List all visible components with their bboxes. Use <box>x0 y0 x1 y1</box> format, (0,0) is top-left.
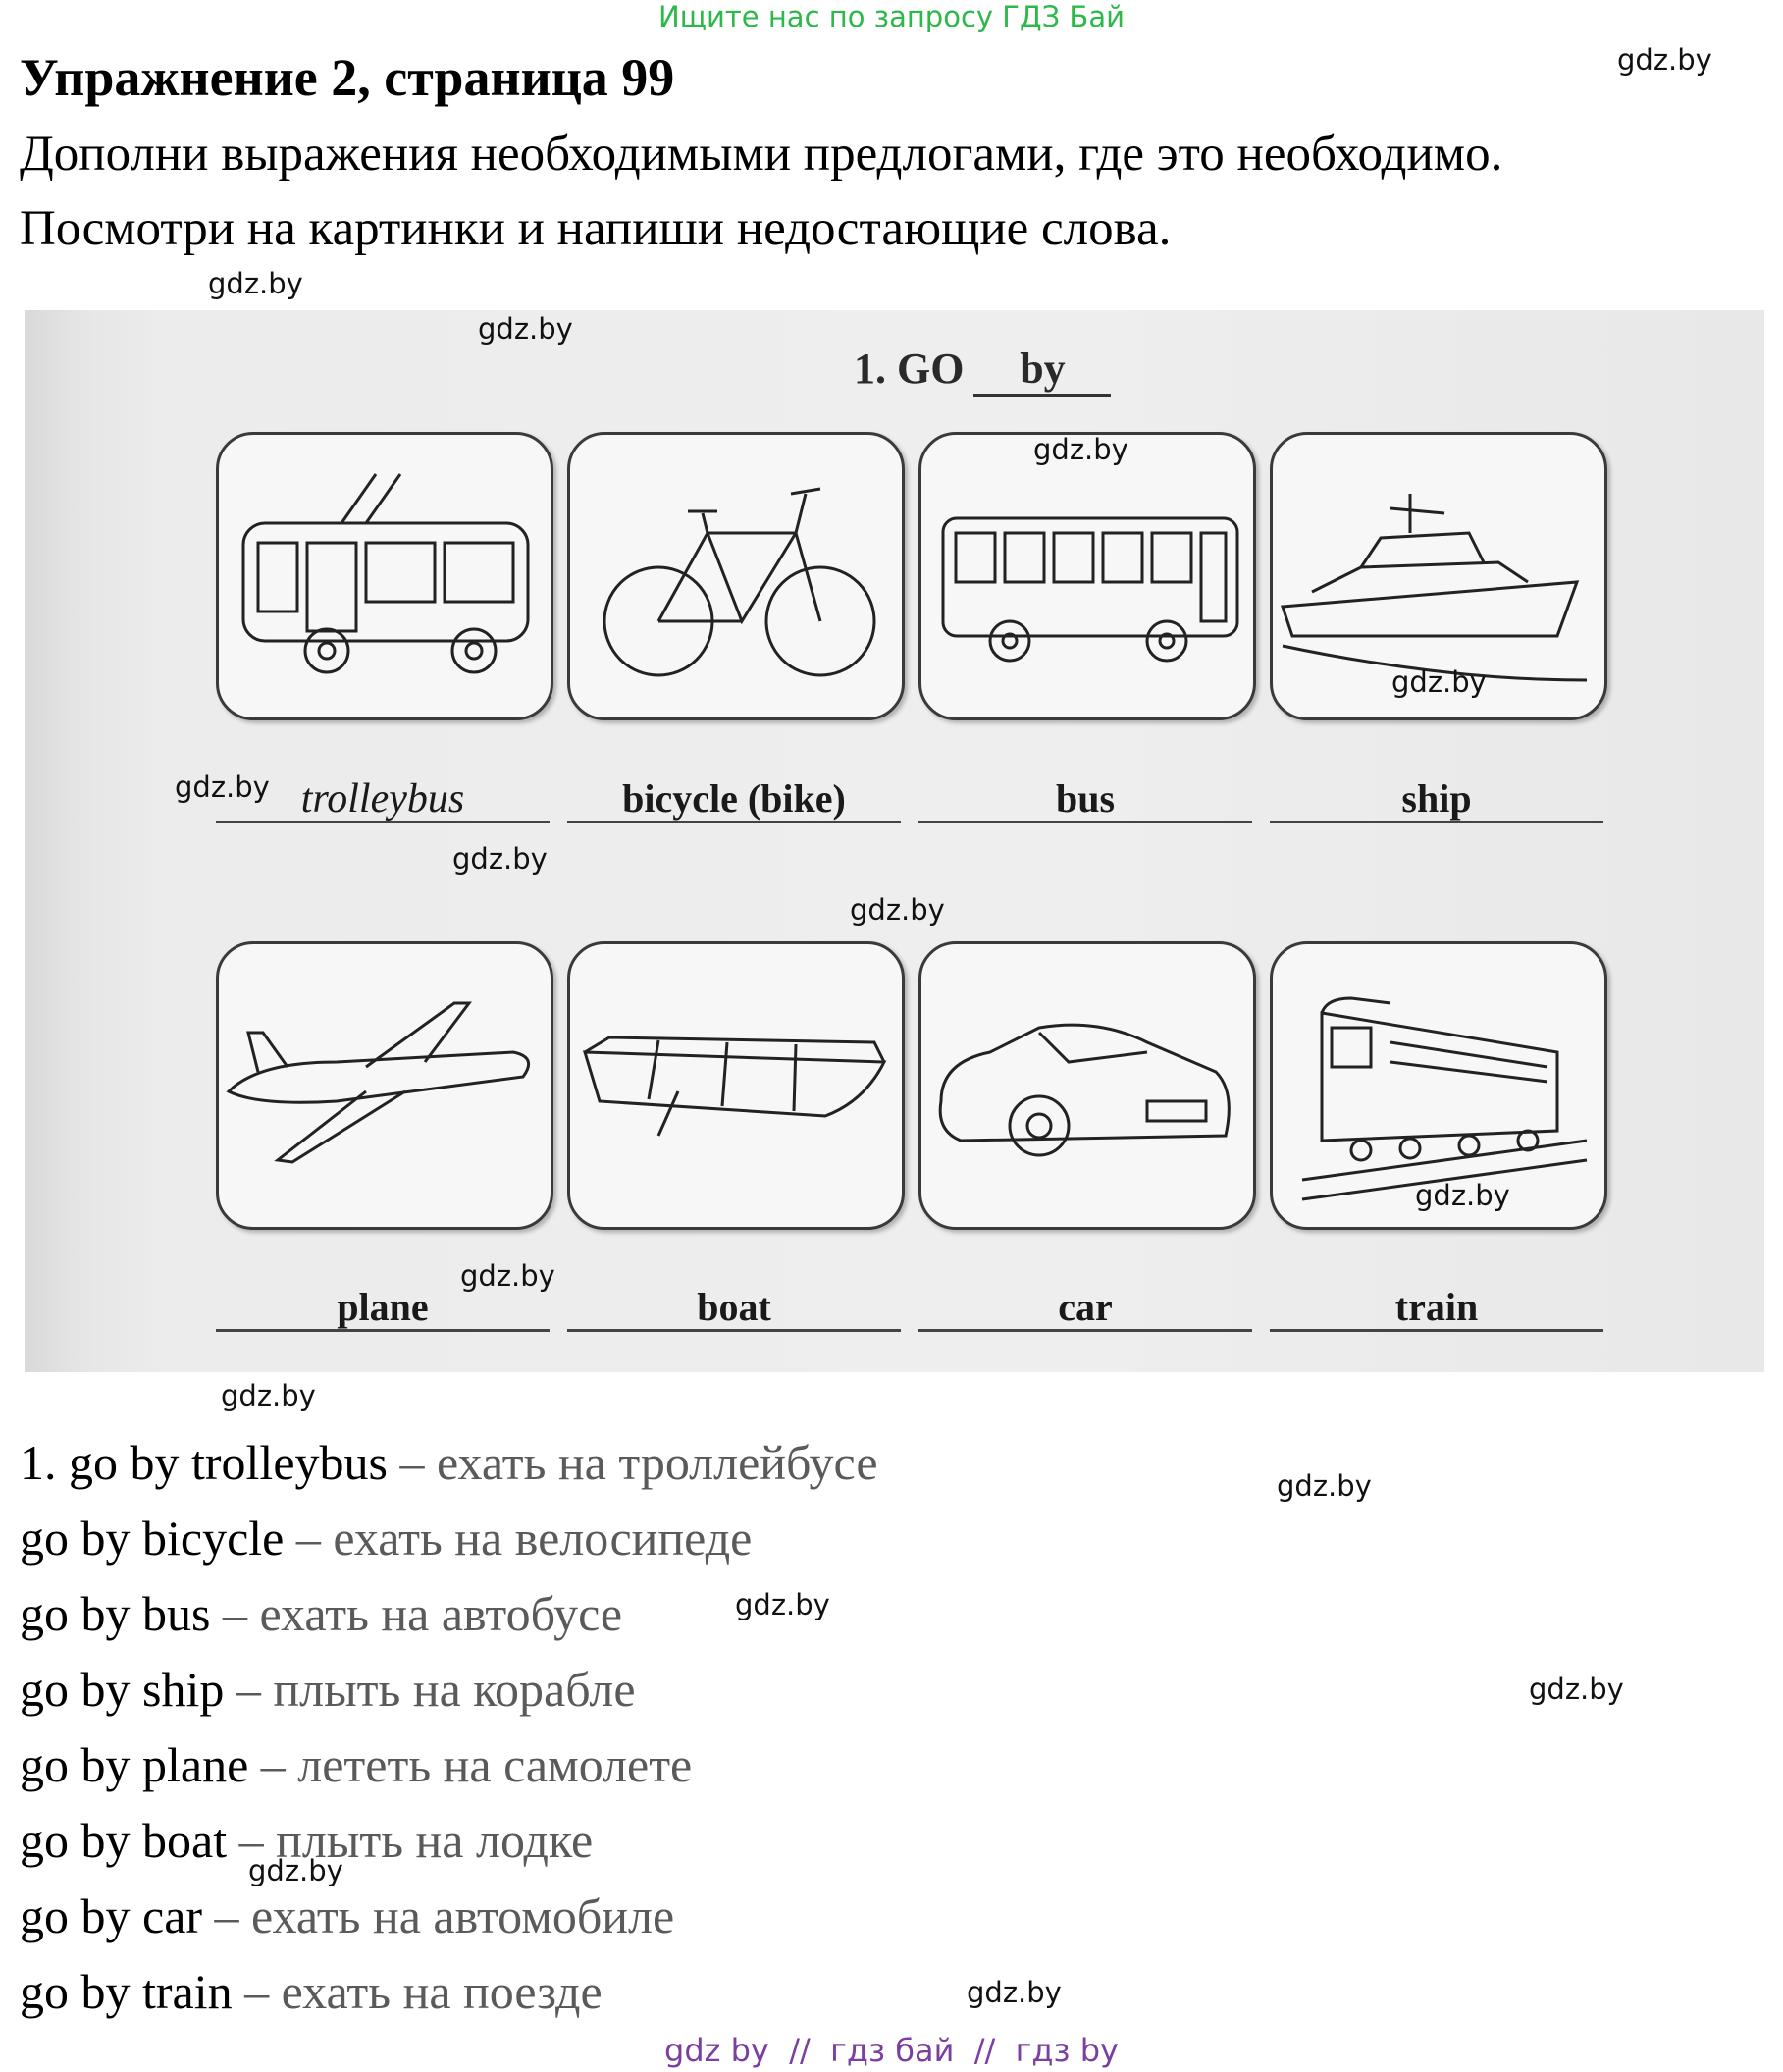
heading-answer: by <box>973 344 1111 397</box>
answer-en: go by train <box>20 1964 233 2019</box>
answer-line <box>20 1652 878 1727</box>
watermark: gdz.by <box>1391 665 1487 699</box>
instruction-line-1: Дополни выражения необходимыми предлогами, где это необходимо. <box>20 127 1503 182</box>
watermark: gdz.by <box>967 1976 1062 2009</box>
answer-ru: ехать на поезде <box>281 1964 603 2019</box>
answers-list <box>20 1425 878 2030</box>
answer-line <box>20 1879 878 1954</box>
word-boat: boat <box>567 1286 901 1332</box>
watermark: gdz.by <box>175 770 270 804</box>
watermark: gdz.by <box>248 1854 343 1887</box>
word-trolleybus: trolleybus <box>216 777 550 823</box>
bicycle-icon <box>570 435 902 717</box>
word-train: train <box>1270 1286 1603 1332</box>
answer-separator: – <box>210 1586 260 1641</box>
answer-separator: – <box>202 1888 252 1943</box>
word-bus: bus <box>918 777 1252 823</box>
boat-card <box>567 941 905 1230</box>
worksheet-scan <box>25 310 1764 1372</box>
bus-card <box>918 432 1256 720</box>
car-card <box>918 941 1256 1230</box>
watermark: gdz.by <box>1415 1179 1510 1212</box>
answer-en: go by car <box>20 1888 203 1943</box>
car-icon <box>921 944 1253 1227</box>
answer-line <box>20 1425 878 1501</box>
answer-en: go by bus <box>20 1586 211 1641</box>
word-car: car <box>918 1286 1252 1332</box>
watermark: gdz.by <box>208 267 303 300</box>
instruction-line-2: Посмотри на картинки и напиши недостающие слова. <box>20 201 1172 256</box>
boat-icon <box>570 944 902 1227</box>
answer-en: go by bicycle <box>20 1511 285 1566</box>
answer-ru: ехать на автобусе <box>259 1586 623 1641</box>
watermark: gdz.by <box>1617 43 1712 77</box>
answer-ru: лететь на самолете <box>297 1737 693 1792</box>
answer-line <box>20 1803 878 1879</box>
answer-separator: – <box>284 1511 334 1566</box>
answer-separator: – <box>387 1435 437 1490</box>
watermark: gdz.by <box>1529 1673 1624 1706</box>
bicycle-card <box>567 432 905 720</box>
answer-separator: – <box>232 1964 282 2019</box>
heading-prefix: 1. GO <box>854 345 965 393</box>
answer-ru: ехать на троллейбусе <box>436 1435 878 1490</box>
plane-icon <box>219 944 551 1227</box>
watermark: gdz.by <box>735 1588 830 1621</box>
trolleybus-card <box>216 432 553 720</box>
answer-line <box>20 1576 878 1652</box>
watermark: gdz.by <box>478 312 573 345</box>
answer-separator: – <box>248 1737 298 1792</box>
word-bicycle: bicycle (bike) <box>567 777 901 823</box>
answer-ru: плыть на корабле <box>273 1662 636 1717</box>
watermark: gdz.by <box>452 842 548 876</box>
watermark: gdz.by <box>1277 1469 1372 1503</box>
plane-card <box>216 941 553 1230</box>
answer-en: go by boat <box>20 1813 228 1868</box>
trolleybus-icon <box>219 435 551 717</box>
worksheet-heading <box>854 344 1111 397</box>
answer-en: go by plane <box>20 1737 249 1792</box>
watermark: gdz.by <box>460 1259 555 1293</box>
watermark: gdz.by <box>1033 433 1128 466</box>
answer-en: 1. go by trolleybus <box>20 1435 388 1490</box>
footer-links[interactable]: gdz by // гдз бай // гдз by <box>664 2032 1119 2069</box>
page-title: Упражнение 2, страница 99 <box>20 48 675 107</box>
top-search-link[interactable]: Ищите нас по запросу ГДЗ Бай <box>658 0 1125 33</box>
bus-icon <box>921 435 1253 717</box>
answer-separator: – <box>227 1813 277 1868</box>
word-ship: ship <box>1270 777 1603 823</box>
answer-line <box>20 1501 878 1576</box>
answer-line <box>20 1727 878 1803</box>
answer-ru: ехать на автомобиле <box>251 1888 675 1943</box>
watermark: gdz.by <box>221 1379 316 1412</box>
answer-ru: ехать на велосипеде <box>333 1511 753 1566</box>
word-plane: plane <box>216 1286 550 1332</box>
answer-en: go by ship <box>20 1662 225 1717</box>
answer-ru: плыть на лодке <box>276 1813 594 1868</box>
answer-separator: – <box>224 1662 274 1717</box>
answer-line <box>20 1954 878 2030</box>
watermark: gdz.by <box>850 893 945 927</box>
